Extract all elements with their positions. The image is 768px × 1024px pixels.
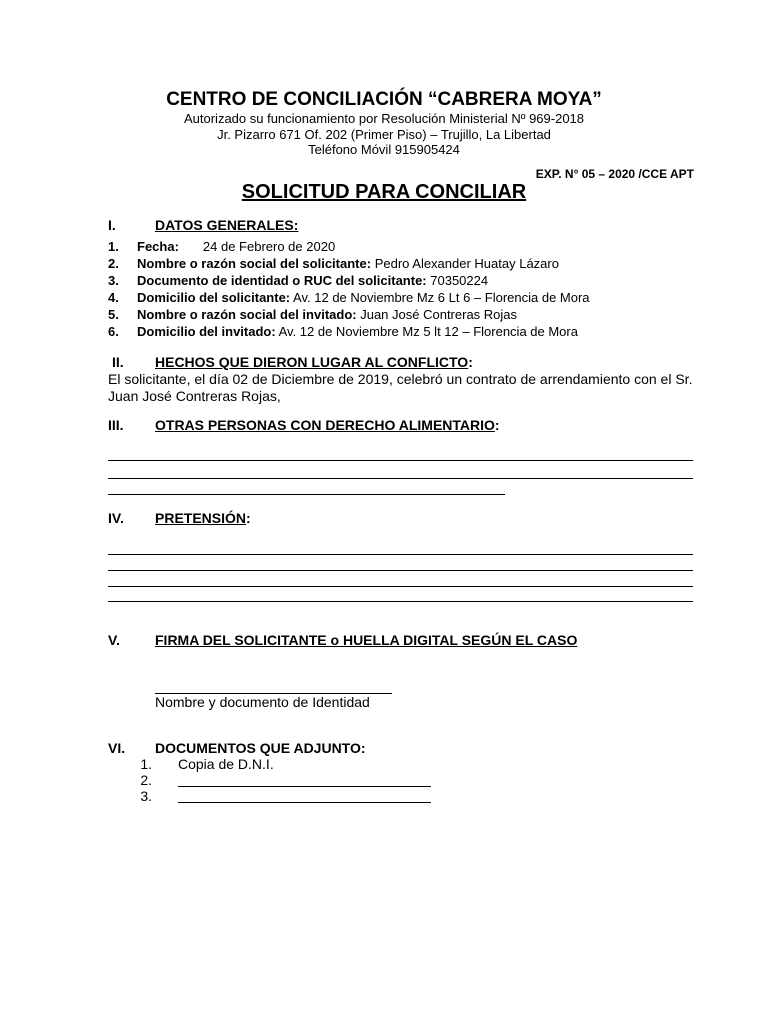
section-2-title: HECHOS QUE DIERON LUGAR AL CONFLICTO xyxy=(155,354,469,370)
section-1-title: DATOS GENERALES: xyxy=(155,217,299,233)
item-number: 6. xyxy=(108,324,119,339)
data-item-invitee-name xyxy=(108,306,517,323)
section-4-heading xyxy=(155,510,251,526)
attachment-number: 1. xyxy=(140,756,152,772)
section-2-heading xyxy=(155,354,473,370)
attachment-blank-line xyxy=(178,802,431,803)
data-item-applicant-id xyxy=(108,272,488,289)
blank-line xyxy=(108,570,693,571)
data-item-applicant-address xyxy=(108,289,590,306)
attachment-blank-line xyxy=(178,786,431,787)
section-3-colon: : xyxy=(494,417,500,433)
center-title: CENTRO DE CONCILIACIÓN “CABRERA MOYA” xyxy=(166,89,602,110)
item-value: 24 de Febrero de 2020 xyxy=(202,239,336,254)
item-value: 70350224 xyxy=(430,273,489,288)
item-value: Pedro Alexander Huatay Lázaro xyxy=(374,256,559,271)
item-label: Domicilio del solicitante: xyxy=(137,290,291,305)
item-label: Documento de identidad o RUC del solicitante: xyxy=(137,273,427,288)
document-title: SOLICITUD PARA CONCILIAR xyxy=(241,181,527,203)
blank-line xyxy=(108,554,693,555)
address-line: Jr. Pizarro 671 Of. 202 (Primer Piso) – Trujillo, La Libertad xyxy=(217,127,551,142)
item-number: 4. xyxy=(108,290,119,305)
item-value: Juan José Contreras Rojas xyxy=(360,307,518,322)
item-label: Nombre o razón social del invitado: xyxy=(137,307,357,322)
section-4-title: PRETENSIÓN xyxy=(155,510,247,526)
blank-line xyxy=(108,586,693,587)
item-label: Nombre o razón social del solicitante: xyxy=(137,256,372,271)
phone-line: Teléfono Móvil 915905424 xyxy=(308,142,460,157)
data-item-date xyxy=(108,238,335,255)
section-1-number: I. xyxy=(108,217,116,233)
section-5-number: V. xyxy=(108,632,120,648)
attachment-item: Copia de D.N.I. xyxy=(178,756,274,772)
section-6-title: DOCUMENTOS QUE ADJUNTO: xyxy=(155,740,366,756)
item-label: Domicilio del invitado: xyxy=(137,324,276,339)
attachment-number: 3. xyxy=(140,788,152,804)
section-4-colon: : xyxy=(246,510,251,526)
item-label: Fecha: xyxy=(137,239,179,254)
item-value: Av. 12 de Noviembre Mz 5 lt 12 – Florencia de Mora xyxy=(278,324,578,339)
section-6-number: VI. xyxy=(108,740,126,756)
signature-caption: Nombre y documento de Identidad xyxy=(155,694,370,710)
section-5-title: FIRMA DEL SOLICITANTE o HUELLA DIGITAL SEGÚN EL CASO xyxy=(155,632,578,648)
section-3-title: OTRAS PERSONAS CON DERECHO ALIMENTARIO xyxy=(155,417,495,433)
attachment-number: 2. xyxy=(140,772,152,788)
section-4-number: IV. xyxy=(108,510,124,526)
section-3-heading xyxy=(155,417,500,433)
data-item-applicant-name xyxy=(108,255,559,272)
authorization-line: Autorizado su funcionamiento por Resolución Ministerial Nº 969-2018 xyxy=(183,111,585,126)
section-2-number: II. xyxy=(112,354,124,370)
section-3-number: III. xyxy=(108,417,124,433)
conflict-facts-text: El solicitante, el día 02 de Diciembre de 2019, celebró un contrato de arrendamiento con el Sr. Juan José Contreras Rojas, xyxy=(108,371,693,404)
item-number: 2. xyxy=(108,256,119,271)
item-number: 3. xyxy=(108,273,119,288)
blank-line xyxy=(108,478,693,479)
blank-line xyxy=(108,494,505,495)
item-value: Av. 12 de Noviembre Mz 6 Lt 6 – Florencia de Mora xyxy=(293,290,590,305)
blank-line xyxy=(108,601,693,602)
item-number: 5. xyxy=(108,307,119,322)
expediente-number: EXP. N° 05 – 2020 /CCE APT xyxy=(535,167,694,181)
item-number: 1. xyxy=(108,239,119,254)
blank-line xyxy=(108,460,693,461)
data-item-invitee-address xyxy=(108,323,578,340)
section-2-colon: : xyxy=(468,354,473,370)
